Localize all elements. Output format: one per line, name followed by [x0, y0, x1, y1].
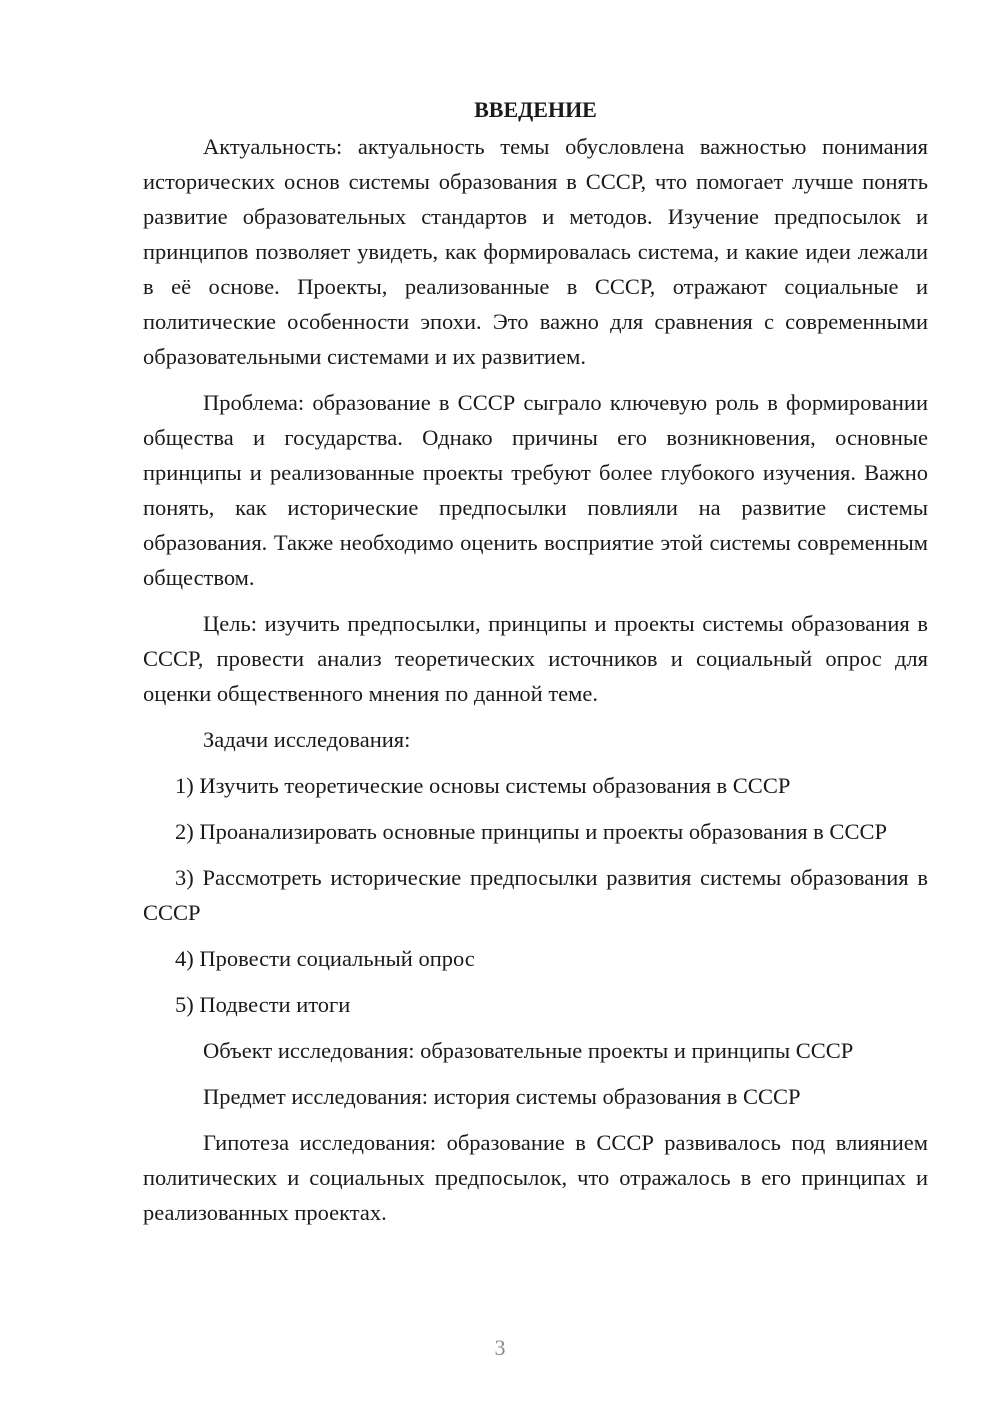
task-item-3: 3) Рассмотреть исторические предпосылки развития системы образования в СССР: [143, 865, 928, 925]
page-content: [143, 92, 928, 1230]
task-item-4: 4) Провести социальный опрос: [175, 946, 475, 971]
paragraph-object: Объект исследования: образовательные проекты и принципы СССР: [203, 1038, 854, 1063]
task-item-5: 5) Подвести итоги: [175, 992, 351, 1017]
paragraph-relevance: Актуальность: актуальность темы обусловлена важностью понимания исторических основ системы образования в СССР, что помогает лучше понять развитие образовательных стандартов и методов. Изучение предпосылок и принципов позволяет увидеть, как формировалась система, и какие идеи лежали в её основе. Проекты, реализованные в СССР, отражают социальные и политические особенности эпохи. Это важно для сравнения с современными образовательными системами и их развитием.: [143, 134, 928, 369]
paragraph-subject: Предмет исследования: история системы образования в СССР: [203, 1084, 801, 1109]
task-item-2: 2) Проанализировать основные принципы и проекты образования в СССР: [175, 819, 887, 844]
page-title: ВВЕДЕНИЕ: [474, 97, 597, 122]
paragraph-problem: Проблема: образование в СССР сыграло ключевую роль в формировании общества и государства. Однако причины его возникновения, основные принципы и реализованные проекты требуют более глубокого изучения. Важно понять, как исторические предпосылки повлияли на развитие системы образования. Также необходимо оценить восприятие этой системы современным обществом.: [143, 390, 928, 590]
tasks-heading: Задачи исследования:: [203, 727, 411, 752]
paragraph-goal: Цель: изучить предпосылки, принципы и проекты системы образования в СССР, провести анализ теоретических источников и социальный опрос для оценки общественного мнения по данной теме.: [143, 611, 928, 706]
page-number: 3: [494, 1335, 506, 1360]
paragraph-hypothesis: Гипотеза исследования: образование в СССР развивалось под влиянием политических и социальных предпосылок, что отражалось в его принципах и реализованных проектах.: [143, 1130, 928, 1225]
task-item-1: 1) Изучить теоретические основы системы образования в СССР: [175, 773, 791, 798]
